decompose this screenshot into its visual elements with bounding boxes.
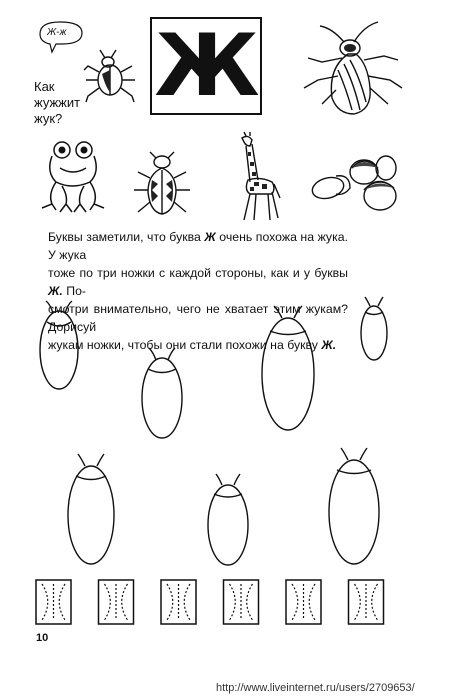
tracing-guide xyxy=(122,584,128,620)
letter-zh-card xyxy=(150,17,262,115)
paragraph-line: смотри внимательно, чего не хватает этим жукам? Дорисуй xyxy=(48,302,348,334)
tracing-box[interactable] xyxy=(36,580,71,624)
text-segment: очень похожа на жука. У жука xyxy=(48,230,348,262)
ground-beetle-icon xyxy=(298,18,404,118)
tracing-guide xyxy=(355,584,361,620)
tracing-guide xyxy=(292,584,298,620)
tracing-box[interactable] xyxy=(224,580,259,624)
big-letter: Ж xyxy=(154,16,258,116)
question-line: жук? xyxy=(34,111,63,126)
tracing-guide xyxy=(309,584,315,620)
letter-highlight: Ж. xyxy=(48,284,63,298)
tracing-guide xyxy=(247,584,253,620)
frog-icon xyxy=(38,138,112,216)
beetle-outline[interactable] xyxy=(262,306,314,430)
tracing-guide xyxy=(184,584,190,620)
question-line: жужжит xyxy=(34,95,81,110)
letter-highlight: Ж. xyxy=(321,338,337,352)
tracing-guide xyxy=(42,584,48,620)
beetle-outline[interactable] xyxy=(208,474,248,565)
acorns-icon xyxy=(306,150,402,218)
tracing-guide xyxy=(59,584,65,620)
beetle-outline[interactable] xyxy=(40,301,78,389)
letter-highlight: Ж xyxy=(204,230,216,244)
tracing-box[interactable] xyxy=(286,580,321,624)
text-segment: Буквы заметили, что буква xyxy=(48,230,205,244)
question-text xyxy=(34,79,80,127)
source-url[interactable]: http://www.liveinternet.ru/users/2709653/ xyxy=(216,682,415,694)
beetle-outline[interactable] xyxy=(68,454,114,564)
tracing-guide xyxy=(105,584,111,620)
tracing-guide xyxy=(230,584,236,620)
tracing-box[interactable] xyxy=(349,580,384,624)
beetle-outline[interactable] xyxy=(329,448,379,564)
question-line: Как xyxy=(34,79,55,94)
tracing-guide xyxy=(372,584,378,620)
beetle-icon xyxy=(80,48,140,106)
text-segment: По- xyxy=(62,284,87,298)
tracing-boxes-row xyxy=(0,575,471,635)
tracing-guide xyxy=(167,584,173,620)
tracing-box[interactable] xyxy=(99,580,134,624)
paragraph-line xyxy=(48,228,348,264)
page-number: 10 xyxy=(36,632,49,644)
speech-bubble-text: Ж-ж xyxy=(47,27,67,38)
text-segment: тоже по три ножки с каждой стороны, как и у буквы xyxy=(48,266,348,280)
beetle-icon xyxy=(130,150,194,220)
beetle-outlines-area[interactable] xyxy=(0,290,471,580)
tracing-box[interactable] xyxy=(161,580,196,624)
beetle-outline[interactable] xyxy=(361,297,387,360)
beetle-outline[interactable] xyxy=(142,348,182,438)
text-segment: жукам ножки, чтобы они стали похожи на букву xyxy=(48,338,322,352)
giraffe-icon xyxy=(230,132,284,224)
